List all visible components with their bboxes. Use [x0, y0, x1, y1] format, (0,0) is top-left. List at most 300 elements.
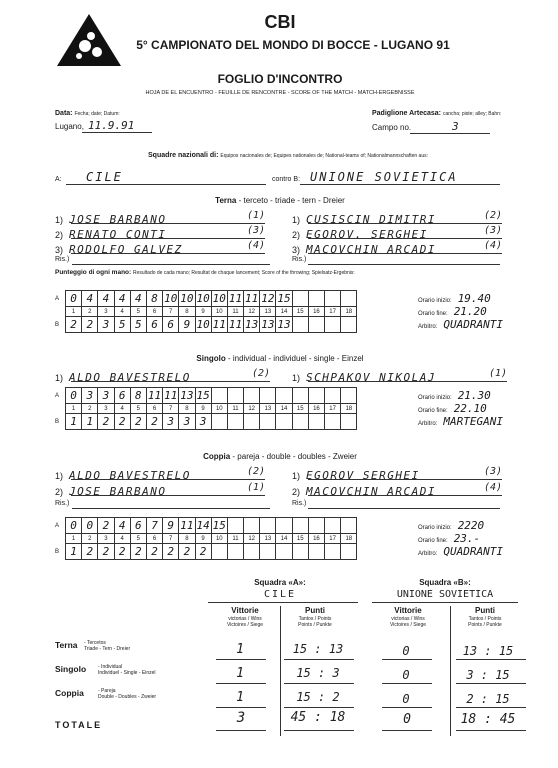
player-number-label: 3): [292, 245, 301, 255]
team-a: CILE: [86, 170, 123, 184]
terna-end-info: [418, 305, 487, 318]
score-cell: 13: [245, 318, 259, 331]
column-number: 11: [227, 534, 243, 544]
summary-row-label: Singolo: [55, 664, 87, 674]
column-number: 18: [341, 307, 357, 317]
column-number: 4: [114, 404, 130, 414]
column-number: 3: [98, 307, 114, 317]
column-number: 12: [244, 404, 260, 414]
score-cell: [244, 388, 260, 404]
coppia-end-info: [418, 532, 480, 545]
score-cell: [211, 388, 227, 404]
score-cell: 2: [146, 414, 162, 430]
sheet-translations: HOJA DE EL ENCUENTRO - FEUILLE DE RENCONTRE - SCORE OF THE MATCH - MATCH-ERGEBNISSE: [145, 90, 415, 96]
singolo-title: Singolo - individual - individuel - single - Einzel: [196, 354, 364, 363]
total-points-a: 45 : 18: [290, 710, 346, 725]
score-cell: 11: [245, 292, 259, 305]
score-cell: [227, 388, 243, 404]
score-cell: [308, 291, 324, 307]
player-name: CUSISCIN DIMITRI: [306, 213, 436, 226]
score-cell: [292, 291, 308, 307]
score-cell: 3: [98, 317, 114, 333]
score-cell: 12: [261, 292, 275, 305]
player-line: [292, 482, 502, 500]
score-cell: 6: [146, 317, 162, 333]
row-label: [55, 307, 66, 317]
player-team-number: (2): [251, 368, 270, 379]
team-a-label: A:: [55, 176, 62, 183]
total-wins-a: 3: [236, 710, 246, 726]
player-team-number: (3): [483, 225, 502, 236]
player-name: RODOLFO GALVEZ: [69, 243, 183, 256]
coppia-score-table: [55, 517, 357, 560]
summary-wins-a: 1: [236, 666, 244, 681]
player-name: ALDO BAVESTRELO: [69, 469, 191, 482]
score-cell: [308, 518, 324, 534]
column-number: 16: [308, 307, 324, 317]
score-cell: [292, 388, 308, 404]
score-cell: [276, 518, 292, 534]
score-cell: 0: [82, 518, 98, 534]
summary-row-sublabel: - Individual Individuel - Single - Einzel: [98, 664, 156, 676]
score-cell: [341, 317, 357, 333]
player-name: JOSE BARBANO: [69, 213, 167, 226]
summary-row-label: Coppia: [55, 688, 84, 698]
summary-row-label: Terna: [55, 640, 78, 650]
singolo-start-value: 21.30: [457, 389, 491, 402]
player-name: EGOROV SERGHEI: [306, 469, 420, 482]
column-number: 18: [341, 534, 357, 544]
score-cell: 5: [130, 317, 146, 333]
singolo-ref-info: [418, 415, 503, 428]
column-number: 2: [82, 404, 98, 414]
score-cell: 13: [180, 389, 194, 402]
singolo-end-info: [418, 402, 487, 415]
player-team-number: (4): [483, 482, 502, 493]
score-cell: 2: [179, 544, 195, 560]
player-team-number: (1): [246, 210, 265, 221]
summary-team-b: UNIONE SOVIETICA: [396, 589, 494, 600]
row-label: B: [55, 321, 60, 328]
column-number: 10: [211, 404, 227, 414]
sheet-title: FOGLIO D'INCONTRO: [217, 72, 343, 86]
column-number: 14: [276, 534, 292, 544]
column-number: 17: [325, 404, 341, 414]
terna-score-table: [55, 290, 357, 333]
singolo-start-info: [418, 389, 491, 402]
summary-points-b: 2 : 15: [466, 692, 510, 706]
player-team-number: (3): [483, 466, 502, 477]
player-team-number: (1): [246, 482, 265, 493]
player-line: [292, 368, 507, 386]
campo-label: Campo no.: [372, 123, 412, 132]
score-cell: [227, 544, 243, 560]
player-number-label: 1): [55, 373, 64, 383]
score-cell: [308, 544, 324, 560]
player-name: EGOROV. SERGHEI: [306, 228, 428, 241]
column-number: 18: [341, 404, 357, 414]
column-number: 12: [244, 307, 260, 317]
score-cell: [308, 388, 324, 404]
summary-points-b: 3 : 15: [466, 668, 510, 682]
terna-title: Terna - terceto - triade - tern - Dreier: [215, 196, 345, 205]
score-cell: 2: [114, 414, 130, 430]
score-cell: 8: [146, 291, 162, 307]
player-number-label: 2): [292, 230, 301, 240]
score-cell: [325, 544, 341, 560]
coppia-ris-a: Ris.): [55, 500, 70, 507]
coppia-start-info: [418, 519, 484, 532]
score-cell: 0: [66, 518, 82, 534]
row-label: B: [55, 418, 60, 425]
coppia-end-value: 23.-: [453, 532, 481, 545]
score-cell: 4: [82, 291, 98, 307]
coppia-title: Coppia - pareja - double - doubles - Zweier: [203, 452, 357, 461]
campo-number: 3: [452, 120, 459, 133]
score-cell: 6: [163, 317, 179, 333]
score-cell: 10: [164, 292, 178, 305]
column-number: 3: [98, 534, 114, 544]
score-cell: [260, 544, 276, 560]
title: CBI: [264, 12, 296, 32]
player-name: ALDO BAVESTRELO: [69, 371, 191, 384]
summary-team-a: CILE: [263, 589, 297, 600]
score-cell: 6: [114, 388, 130, 404]
summary-points-a: 15 : 2: [296, 690, 340, 704]
summary-points-a: 15 : 13: [292, 642, 344, 656]
score-cell: 2: [98, 414, 114, 430]
player-team-number: (4): [483, 240, 502, 251]
player-number-label: 2): [55, 230, 64, 240]
column-number: 6: [146, 534, 162, 544]
score-cell: 10: [196, 318, 210, 331]
column-number: 2: [82, 307, 98, 317]
column-number: 5: [130, 404, 146, 414]
coppia-start-value: 2220: [457, 519, 485, 532]
column-number: 8: [179, 307, 195, 317]
column-number: 1: [66, 307, 82, 317]
player-name: MACOVCHIN ARCADI: [306, 243, 436, 256]
score-cell: 11: [164, 389, 178, 402]
column-number: 10: [211, 534, 227, 544]
score-cell: [292, 414, 308, 430]
vittorie-a-header: Vittorie: [231, 606, 259, 615]
team-b-label: contro B:: [272, 176, 301, 183]
player-team-number: (2): [246, 466, 265, 477]
match-date: 11.9.91: [88, 119, 135, 132]
score-cell: 1: [82, 414, 98, 430]
pavilion-label: Padiglione Artecasa: cancha; piste; alley; Bahn:: [372, 110, 502, 117]
player-number-label: 1): [55, 471, 64, 481]
score-cell: 2: [195, 544, 211, 560]
score-cell: 0: [66, 388, 82, 404]
score-cell: 11: [180, 519, 194, 532]
column-number: 16: [308, 534, 324, 544]
column-number: 11: [227, 404, 243, 414]
column-number: 10: [211, 307, 227, 317]
row-label: [55, 404, 66, 414]
score-cell: [341, 518, 357, 534]
player-team-number: (2): [483, 210, 502, 221]
score-cell: [260, 518, 276, 534]
vittorie-a-sub: victorias / Wins Victoires / Siege: [226, 616, 264, 628]
terna-end-label: Orario fine:: [418, 311, 448, 317]
row-label: [55, 534, 66, 544]
score-cell: [227, 518, 243, 534]
score-cell: 2: [130, 414, 146, 430]
terna-ref-value: QUADRANTI: [443, 318, 503, 331]
score-cell: [227, 414, 243, 430]
score-cell: [325, 317, 341, 333]
score-cell: 14: [196, 519, 210, 532]
player-name: MACOVCHIN ARCADI: [306, 485, 436, 498]
summary-wins-b: 0: [402, 668, 410, 682]
column-number: 4: [114, 534, 130, 544]
singolo-score-table: [55, 387, 357, 430]
score-cell: [260, 388, 276, 404]
column-number: 8: [179, 534, 195, 544]
column-number: 13: [260, 404, 276, 414]
score-cell: 3: [163, 414, 179, 430]
terna-ris-b: Ris.): [292, 256, 307, 263]
score-cell: 3: [98, 388, 114, 404]
summary-row-sublabel: - Tercetos Triade - Tern - Dreier: [84, 640, 131, 652]
column-number: 12: [244, 534, 260, 544]
column-number: 5: [130, 307, 146, 317]
score-cell: 4: [98, 291, 114, 307]
column-number: 9: [195, 534, 211, 544]
singolo-ref-label: Arbitro:: [418, 421, 438, 427]
score-cell: [325, 414, 341, 430]
score-cell: [325, 388, 341, 404]
terna-ref-info: [418, 318, 503, 331]
column-number: 17: [325, 307, 341, 317]
summary-row-sublabel: - Pareja Double - Doubles - Zweier: [98, 688, 157, 700]
score-cell: 0: [66, 291, 82, 307]
column-number: 7: [163, 307, 179, 317]
player-number-label: 1): [55, 215, 64, 225]
score-cell: 2: [98, 544, 114, 560]
score-cell: [341, 544, 357, 560]
data-label: Data: Fecha; date; Datum:: [55, 110, 120, 117]
subtitle: 5° CAMPIONATO DEL MONDO DI BOCCE - LUGANO 91: [136, 38, 450, 52]
column-number: 6: [146, 404, 162, 414]
summary-points-a: 15 : 3: [296, 666, 340, 680]
score-cell: 9: [163, 518, 179, 534]
column-number: 15: [292, 534, 308, 544]
score-cell: 4: [114, 291, 130, 307]
column-number: 11: [227, 307, 243, 317]
score-cell: [211, 544, 227, 560]
vittorie-b-sub: victorias / Wins Victoires / Siege: [389, 616, 427, 628]
player-line: [292, 240, 502, 258]
score-cell: 1: [66, 544, 82, 560]
score-cell: 13: [277, 318, 291, 331]
squadra-a-label: Squadra «A»:: [254, 578, 306, 587]
column-number: 13: [260, 534, 276, 544]
player-line: [55, 240, 265, 258]
player-name: RENATO CONTI: [69, 228, 167, 241]
score-cell: [260, 414, 276, 430]
punti-b-sub: Tantos / Points Points / Punkte: [468, 616, 502, 628]
terna-ris-a: Ris.): [55, 256, 70, 263]
coppia-ref-label: Arbitro:: [418, 551, 438, 557]
column-number: 3: [98, 404, 114, 414]
player-team-number: (4): [246, 240, 265, 251]
column-number: 16: [308, 404, 324, 414]
score-cell: 2: [114, 544, 130, 560]
score-cell: 2: [146, 544, 162, 560]
player-line: [55, 368, 270, 386]
score-cell: 6: [130, 518, 146, 534]
score-cell: 11: [228, 292, 243, 305]
summary-points-b: 13 : 15: [462, 644, 514, 658]
score-cell: 4: [130, 291, 146, 307]
player-number-label: 1): [292, 471, 301, 481]
column-number: 15: [292, 307, 308, 317]
score-cell: 5: [114, 317, 130, 333]
column-number: 6: [146, 307, 162, 317]
score-cell: 10: [180, 292, 194, 305]
score-cell: [276, 544, 292, 560]
coppia-ref-info: [418, 545, 503, 558]
singolo-end-value: 22.10: [453, 402, 487, 415]
total-points-b: 18 : 45: [460, 712, 516, 727]
player-line: [55, 482, 265, 500]
total-wins-b: 0: [403, 712, 411, 727]
column-number: 7: [163, 404, 179, 414]
player-number-label: 1): [292, 373, 301, 383]
cbi-logo: [55, 12, 123, 68]
score-cell: 7: [146, 518, 162, 534]
singolo-ref-value: MARTEGANI: [443, 415, 503, 428]
score-label: Punteggio di ogni mano: Resultado de cada mano; Resultat de chaque lancement; Score of the throwing; Spielsatz-Ergebnis:: [55, 269, 355, 276]
score-cell: 15: [277, 292, 291, 305]
score-cell: 10: [212, 292, 226, 305]
score-cell: 2: [163, 544, 179, 560]
coppia-ref-value: QUADRANTI: [443, 545, 503, 558]
score-cell: 15: [212, 519, 226, 532]
column-number: 14: [276, 404, 292, 414]
column-number: 4: [114, 307, 130, 317]
score-cell: 3: [195, 414, 211, 430]
total-label: TOTALE: [55, 720, 103, 730]
row-label: A: [55, 522, 60, 529]
column-number: 1: [66, 404, 82, 414]
score-cell: 15: [196, 389, 210, 402]
score-cell: [341, 291, 357, 307]
player-number-label: 3): [55, 245, 64, 255]
score-cell: [276, 414, 292, 430]
squadra-b-label: Squadra «B»:: [419, 578, 471, 587]
score-cell: 13: [261, 318, 275, 331]
punti-a-header: Punti: [305, 606, 325, 615]
column-number: 5: [130, 534, 146, 544]
column-number: 9: [195, 307, 211, 317]
vittorie-b-header: Vittorie: [394, 606, 422, 615]
row-label: A: [55, 392, 60, 399]
score-cell: 9: [179, 317, 195, 333]
score-cell: [341, 388, 357, 404]
player-team-number: (3): [246, 225, 265, 236]
column-number: 17: [325, 534, 341, 544]
terna-start-value: 19.40: [457, 292, 491, 305]
summary-wins-a: 1: [236, 642, 244, 657]
coppia-ris-b: Ris.): [292, 500, 307, 507]
score-cell: 11: [228, 318, 243, 331]
column-number: 13: [260, 307, 276, 317]
score-cell: 4: [114, 518, 130, 534]
score-cell: [292, 544, 308, 560]
score-cell: [292, 518, 308, 534]
score-cell: [244, 414, 260, 430]
team-b: UNIONE SOVIETICA: [310, 170, 458, 184]
player-name: SCHPAKOV NIKOLAJ: [306, 371, 436, 384]
score-cell: 11: [147, 389, 162, 402]
score-cell: [308, 317, 324, 333]
place: Lugano,: [55, 122, 84, 131]
score-cell: [308, 414, 324, 430]
row-label: A: [55, 295, 60, 302]
player-name: JOSE BARBANO: [69, 485, 167, 498]
score-cell: [325, 291, 341, 307]
score-cell: 1: [66, 414, 82, 430]
score-cell: [244, 544, 260, 560]
terna-start-label: Orario inizio:: [418, 298, 452, 304]
column-number: 9: [195, 404, 211, 414]
score-cell: [244, 518, 260, 534]
terna-start-info: [418, 292, 491, 305]
score-cell: 2: [82, 317, 98, 333]
terna-end-value: 21.20: [453, 305, 487, 318]
column-number: 7: [163, 534, 179, 544]
summary-wins-b: 0: [402, 692, 410, 706]
score-cell: 2: [82, 544, 98, 560]
punti-a-sub: Tantos / Points Points / Punkte: [298, 616, 332, 628]
player-number-label: 1): [292, 215, 301, 225]
punti-b-header: Punti: [475, 606, 495, 615]
column-number: 14: [276, 307, 292, 317]
singolo-start-label: Orario inizio:: [418, 395, 452, 401]
player-team-number: (1): [488, 368, 507, 379]
summary-wins-a: 1: [236, 690, 244, 705]
column-number: 8: [179, 404, 195, 414]
score-cell: 11: [212, 318, 226, 331]
score-cell: [325, 518, 341, 534]
score-cell: [341, 414, 357, 430]
score-cell: 3: [179, 414, 195, 430]
score-cell: 2: [66, 317, 82, 333]
teams-label: Squadre nazionali di: Equipos nacionales de; Equipes nationales de; National-teams of; Nationalmannschaften aus:: [148, 152, 428, 159]
score-cell: [211, 414, 227, 430]
score-cell: 3: [82, 388, 98, 404]
score-cell: 8: [130, 388, 146, 404]
score-cell: [292, 317, 308, 333]
terna-ref-label: Arbitro:: [418, 324, 438, 330]
coppia-end-label: Orario fine:: [418, 538, 448, 544]
score-cell: 2: [130, 544, 146, 560]
score-cell: 10: [196, 292, 210, 305]
coppia-start-label: Orario inizio:: [418, 525, 452, 531]
player-number-label: 2): [292, 487, 301, 497]
column-number: 15: [292, 404, 308, 414]
column-number: 1: [66, 534, 82, 544]
player-number-label: 2): [55, 487, 64, 497]
column-number: 2: [82, 534, 98, 544]
score-cell: [276, 388, 292, 404]
singolo-end-label: Orario fine:: [418, 408, 448, 414]
summary-wins-b: 0: [402, 644, 410, 658]
